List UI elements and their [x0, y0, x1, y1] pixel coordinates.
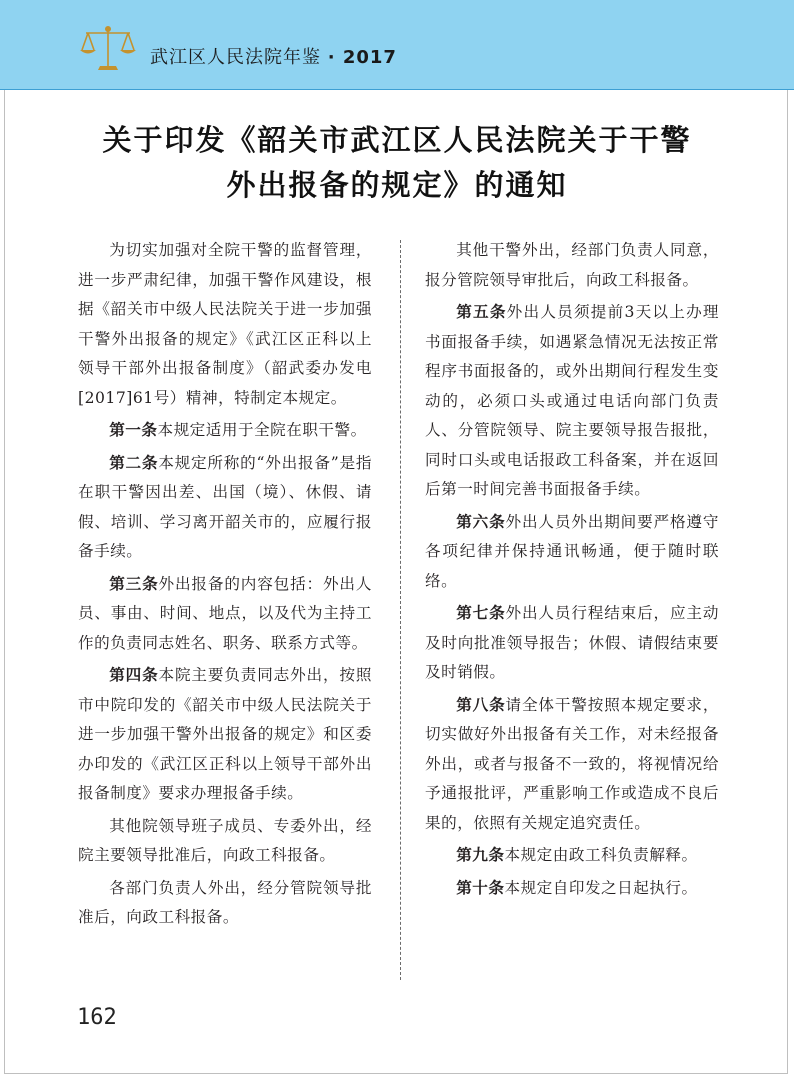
article-text: 本规定由政工科负责解释。: [504, 846, 698, 864]
article-4: [78, 661, 372, 809]
article-label: 第十条: [456, 878, 505, 897]
article-3: [78, 570, 372, 659]
article-label: 第九条: [456, 846, 505, 864]
article-9: [425, 841, 719, 871]
article-text: 外出报备的内容包括：外出人员、事由、时间、地点，以及代为主持工作的负责同志姓名、职务、联系方式等。: [78, 574, 372, 652]
article-text: 本规定自印发之日起执行。: [504, 878, 698, 897]
article-label: 第四条: [109, 666, 159, 684]
article-8: [425, 691, 719, 839]
article-4-paragraph-4: 其他干警外出，经部门负责人同意，报分管院领导审批后，向政工科报备。: [425, 241, 719, 289]
column-divider: [400, 240, 401, 980]
article-label: 第七条: [456, 604, 506, 622]
document-title-line2: 外出报备的规定》的通知: [226, 168, 568, 202]
article-text: 外出人员行程结束后，应主动及时向批准领导报告；休假、请假结束要及时销假。: [425, 604, 719, 681]
article-6: [425, 508, 719, 597]
article-label: 第三条: [109, 574, 159, 593]
article-label: 第六条: [456, 512, 506, 531]
book-year: · 2017: [327, 47, 397, 68]
header-title: [150, 43, 397, 69]
article-text: 请全体干警按照本规定要求，切实做好外出报备有关工作，对未经报备外出，或者与报备不一致的，将视情况给予通报批评，严重影响工作或造成不良后果的，依照有关规定追究责任。: [425, 695, 719, 832]
article-4-paragraph-3: 各部门负责人外出，经分管院领导批准后，向政工科报备。: [78, 878, 372, 926]
article-text: 本院主要负责同志外出，按照市中院印发的《韶关市中级人民法院关于进一步加强干警外出报备的规定》和区委办印发的《武江区正科以上领导干部外出报备制度》要求办理报备手续。: [78, 666, 372, 802]
article-5: [425, 298, 719, 505]
article-4-paragraph-2: 其他院领导班子成员、专委外出，经院主要领导批准后，向政工科报备。: [78, 816, 372, 864]
article-10: [425, 874, 719, 904]
document-title-line1: 关于印发《韶关市武江区人民法院关于干警: [102, 123, 692, 157]
book-title: 武江区人民法院年鉴: [150, 47, 321, 68]
article-2: [78, 449, 372, 567]
article-7: [425, 599, 719, 688]
right-column: [425, 236, 719, 906]
page-number: 162: [77, 1005, 117, 1030]
article-text: 本规定适用于全院在职干警。: [157, 421, 367, 439]
intro-paragraph: 为切实加强对全院干警的监督管理，进一步严肃纪律，加强干警作风建设，根据《韶关市中级人民法院关于进一步加强干警外出报备的规定》《武江区正科以上领导干部外出报备制度》（韶武委办发电[2017]61号）精神，特制定本规定。: [78, 241, 372, 407]
article-label: 第一条: [109, 421, 158, 439]
left-column: [78, 236, 372, 936]
article-label: 第八条: [456, 695, 506, 714]
article-1: [78, 416, 372, 446]
article-text: 外出人员外出期间要严格遵守各项纪律并保持通讯畅通，便于随时联络。: [425, 512, 719, 590]
article-label: 第二条: [109, 453, 159, 472]
article-text: 本规定所称的“外出报备”是指在职干警因出差、出国（境）、休假、请假、培训、学习离开韶关市的，应履行报备手续。: [78, 453, 372, 560]
document-title: [0, 118, 794, 208]
article-label: 第五条: [456, 303, 507, 321]
article-text: 外出人员须提前3天以上办理书面报备手续，如遇紧急情况无法按正常程序书面报备的，或外出期间行程发生变动的，必须口头或通过电话向部门负责人、分管院领导、院主要领导报告报批，同时口头或电话报政工科备案，并在返回后第一时间完善书面报备手续。: [425, 303, 719, 498]
scales-of-justice-icon: [78, 24, 138, 72]
